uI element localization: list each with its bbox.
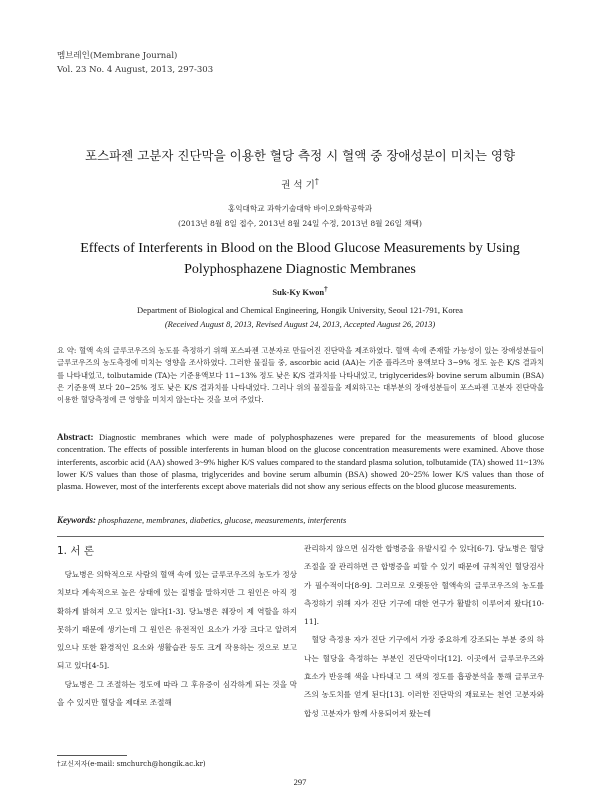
- section-heading: 1. 서 론: [57, 545, 94, 557]
- korean-author-mark: †: [314, 177, 319, 186]
- english-title-line1: Effects of Interferents in Blood on the Blood Glucose Measurements by Using: [80, 241, 520, 256]
- english-title-line2: Polyphosphazene Diagnostic Membranes: [184, 262, 416, 277]
- korean-dates: (2013년 8월 8일 접수, 2013년 8월 24일 수정, 2013년 8월 26일 채택): [178, 219, 422, 228]
- journal-name: 멤브레인(Membrane Journal): [57, 51, 178, 61]
- korean-author: [0, 177, 600, 191]
- english-author: [0, 285, 600, 297]
- body-column-right: [304, 540, 544, 723]
- korean-affiliation: 홍익대학교 과학기술대학 바이오화학공학과: [227, 204, 373, 213]
- paragraph: 당뇨병은 의학적으로 사람의 혈액 속에 있는 글루코우즈의 농도가 정상치보다 계속적으로 높은 상태에 있는 질병을 말하지만 그 원인은 아직 정확하게 밝혀져 오고 있지는 않다[1-3]. 당뇨병은 췌장이 제 역할을 하지 못하기 때문에 생기는데 그 원인은 유전적인 요소가 가장 크다고 알려져 있으나 또한 환경적인 요소와 생활습관 등도 크게 작용하는 것으로 보고되고 있다[4-5].: [57, 570, 297, 671]
- english-dates-text: (Received August 8, 2013, Revised August 24, 2013, Accepted August 26, 2013): [164, 319, 436, 329]
- paragraph: 관리하지 않으면 심각한 합병증을 유발시킬 수 있다[6-7]. 당뇨병은 혈당 조절을 잘 관리하면 큰 합병증을 피할 수 있기 때문에 규칙적인 혈당검사가 필수적이다[8-9]. 그러므로 오랫동안 혈액속의 글루코우즈의 농도를 측정하기 위해 자가 진단 기구에 대한 연구가 활발히 이루어져 왔다[10-11].: [304, 544, 544, 627]
- english-affiliation: Department of Biological and Chemical Engineering, Hongik University, Seoul 121-791, Korea: [137, 305, 463, 315]
- keywords-label: Keywords:: [57, 515, 96, 525]
- keywords: [57, 515, 544, 525]
- korean-title: 포스파젠 고분자 진단막을 이용한 혈당 측정 시 혈액 중 장애성분이 미치는 영향: [84, 148, 516, 163]
- english-dates: [0, 317, 600, 331]
- paragraph: 당뇨병은 그 조절하는 정도에 따라 그 후유증이 심각하게 되는 것을 막을 수 있지만 혈당을 제대로 조절해: [57, 679, 297, 708]
- english-affiliation-block: [0, 303, 600, 331]
- english-title: [80, 238, 520, 280]
- footnote: †교신저자(e-mail: smchurch@hongik.ac.kr): [57, 760, 206, 768]
- body-column-left: [57, 566, 297, 712]
- english-author-mark: †: [324, 285, 328, 293]
- korean-author-name: 권 석 기: [281, 180, 315, 192]
- page-number: 297: [293, 777, 307, 787]
- abstract-korean: 요 약: 혈액 속의 글루코우즈의 농도를 측정하기 위해 포스파젠 고분자로 만들어진 진단막을 제조하였다. 혈액 속에 존재할 가능성이 있는 장애성분들이 글루코우즈의 농도측정에 미치는 영향을 조사하였다. 그러한 물질들 중, ascorbic acid (AA)는 기준 플라즈마 용액보다 3~9% 정도 높은 K/S 결과치를 나타내었고, tolbutamide (TA)는 기준용액보다 11~13% 정도 낮은 K/S 결과치를 나타내었고, triglycerides와 bovine serum albumin (BSA)은 기준용액 보다 20~25% 정도 낮은 K/S 결과치를 나타내었다. 그러나 위의 물질들을 제외하고는 대부분의 장애성분들이 포스파젠 고분자 진단막을 이용한 혈당측정에 큰 영향을 미치지 않는다는 것을 보여 주었다.: [57, 346, 544, 405]
- footnote-rule: [57, 755, 127, 756]
- english-author-name: Suk-Ky Kwon: [272, 286, 325, 297]
- keywords-text: phosphazene, membranes, diabetics, glucose, measurements, interferents: [98, 515, 347, 525]
- divider: [57, 536, 544, 537]
- journal-volume: Vol. 23 No. 4 August, 2013, 297-303: [57, 65, 214, 75]
- paragraph: 혈당 측정용 자가 진단 기구에서 가장 중요하게 강조되는 부분 중의 하나는 혈당을 측정하는 부분인 진단막이다[12]. 이곳에서 글루코우즈와 효소가 반응해 색을 나타내고 그 색의 정도를 흡광분석을 통해 글루코우즈의 농도치를 얻게 된다[13]. 이러한 진단막의 재료로는 천연 고분자와 합성 고분자가 함께 사용되어져 왔는데: [304, 635, 544, 718]
- korean-affiliation-block: [0, 201, 600, 231]
- abstract-label: Abstract:: [57, 432, 94, 442]
- abstract-text: Diagnostic membranes which were made of polyphosphazenes were prepared for the measurements of blood glucose concentration. The effects of possible interferents in human blood on the glucose concentration measurements were examined. Above those interferents, ascorbic acid (AA) showed 3~9% higher K/S values compared to the standard plasma solution, tolbutamide (TA) showed 11~13% lower K/S values than those of plasma, triglycerides and bovine serum albumin (BSA) showed 20~25% lower K/S values than those of plasma. However, most of the interferents except above materials did not show any serious effects on the blood glucose measurements.: [57, 432, 545, 492]
- journal-header: [57, 49, 213, 77]
- abstract-english: [57, 431, 544, 492]
